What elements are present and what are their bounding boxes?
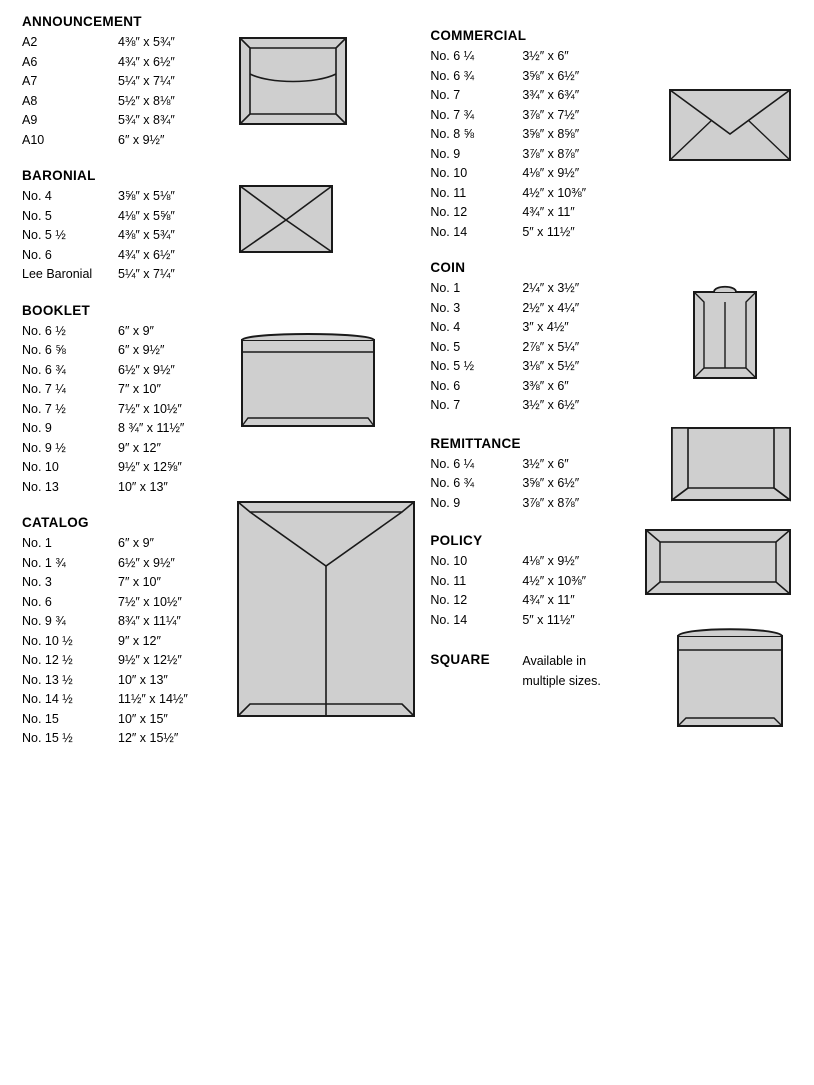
table-row — [22, 458, 430, 478]
size-name: A9 — [22, 113, 38, 127]
size-dimension: 4⅛″ x 9½″ — [522, 554, 580, 568]
size-name: No. 1 — [430, 281, 461, 295]
size-dimension: 4¾″ x 6½″ — [118, 247, 175, 262]
size-dimension: 3⅞″ x 7½″ — [522, 107, 580, 122]
square-note-line1: Available in — [522, 654, 587, 668]
size-name: No. 14 — [430, 224, 468, 239]
size-name: No. 12 — [430, 205, 468, 219]
size-dimension: 4⅜″ x 5¾″ — [118, 35, 175, 49]
table-row — [22, 187, 430, 207]
size-name: No. 5 ½ — [430, 359, 475, 373]
size-dimension: 7″ x 10″ — [118, 382, 161, 396]
table-row — [22, 33, 430, 53]
table-row — [22, 207, 430, 227]
size-dimension: 6″ x 9½″ — [118, 132, 165, 147]
size-name: No. 11 — [430, 185, 467, 200]
size-dimension: 3½″ x 6″ — [522, 456, 569, 471]
size-dimension: 7″ x 10″ — [118, 575, 161, 589]
size-name: No. 9 ½ — [22, 440, 66, 455]
size-dimension: 3⅛″ x 5½″ — [522, 359, 580, 373]
size-dimension: 4¾″ x 11″ — [522, 593, 575, 607]
size-name: No. 10 — [22, 460, 59, 474]
table-row — [430, 396, 792, 416]
size-dimension: 4⅜″ x 5¾″ — [118, 228, 175, 242]
catalog-envelope — [234, 490, 418, 726]
size-dimension: 3⅝″ x 5⅛″ — [118, 189, 175, 203]
square-envelope — [676, 624, 784, 728]
size-name: No. 11 — [430, 573, 467, 588]
size-name: No. 14 ½ — [22, 692, 73, 706]
size-dimension: 6″ x 9½″ — [118, 343, 165, 357]
table-row — [430, 47, 792, 67]
size-name: A2 — [22, 35, 38, 49]
size-name: No. 5 — [22, 208, 52, 223]
group-baronial — [22, 168, 430, 285]
size-name: No. 5 ½ — [22, 228, 66, 242]
size-name: No. 15 ½ — [22, 731, 73, 745]
group-title-announcement: ANNOUNCEMENT — [22, 14, 142, 29]
size-dimension: 5″ x 11½″ — [522, 224, 575, 239]
size-dimension: 4⅛″ x 9½″ — [522, 166, 580, 180]
size-dimension: 5¼″ x 7¼″ — [118, 267, 175, 281]
size-dimension: 6″ x 9″ — [118, 536, 154, 550]
size-name: No. 7 ¼ — [22, 382, 66, 396]
size-dimension: 3½″ x 6½″ — [522, 398, 580, 412]
size-dimension: 4¾″ x 11″ — [522, 205, 575, 219]
size-dimension: 9″ x 12″ — [118, 440, 161, 455]
size-name: No. 12 ½ — [22, 653, 73, 667]
size-name: No. 3 — [430, 300, 461, 315]
size-name: No. 4 — [22, 189, 52, 203]
table-row — [22, 265, 430, 285]
size-dimension: 6″ x 9″ — [118, 323, 154, 338]
size-dimension: 3⅞″ x 8⅞″ — [522, 146, 580, 161]
size-name: No. 7 ¾ — [430, 107, 475, 122]
table-row — [22, 111, 430, 131]
size-dimension: 4⅛″ x 5⅝″ — [118, 208, 175, 223]
table-row — [22, 439, 430, 459]
size-name: No. 5 — [430, 339, 461, 354]
size-name: A6 — [22, 54, 38, 69]
size-dimension: 3⅝″ x 6½″ — [522, 68, 580, 83]
size-dimension: 2¼″ x 3½″ — [522, 281, 580, 295]
size-dimension: 3¾″ x 6¾″ — [522, 88, 580, 102]
size-name: No. 12 — [430, 593, 468, 607]
square-note — [522, 652, 601, 691]
size-name: No. 9 — [430, 495, 461, 510]
size-name: No. 6 ¼ — [430, 456, 475, 471]
size-dimension: 10″ x 15″ — [118, 711, 168, 726]
table-row — [22, 72, 430, 92]
group-title-commercial: COMMERCIAL — [430, 28, 527, 43]
size-dimension: 12″ x 15½″ — [118, 731, 179, 745]
size-dimension: 9½″ x 12⅝″ — [118, 460, 182, 474]
size-name: No. 4 — [430, 320, 461, 334]
size-name: No. 6 ¼ — [430, 49, 475, 63]
size-dimension: 10″ x 13″ — [118, 479, 168, 494]
size-name: No. 8 ⅝ — [430, 127, 475, 141]
coin-envelope — [692, 284, 758, 380]
table-row — [22, 246, 430, 266]
size-dimension: 10″ x 13″ — [118, 672, 168, 687]
size-dimension: 3½″ x 6″ — [522, 49, 569, 63]
size-dimension: 11½″ x 14½″ — [118, 692, 188, 706]
size-dimension: 3″ x 4½″ — [522, 320, 569, 334]
size-name: No. 6 — [22, 247, 52, 262]
size-name: No. 6 ¾ — [22, 362, 66, 377]
size-name: No. 14 — [430, 612, 468, 627]
size-name: No. 1 — [22, 536, 52, 550]
size-name: No. 9 ¾ — [22, 614, 66, 628]
size-name: Lee Baronial — [22, 267, 93, 281]
size-name: No. 10 ½ — [22, 633, 73, 648]
announcement-envelope — [238, 36, 348, 126]
group-title-baronial: BARONIAL — [22, 168, 96, 183]
table-row — [430, 67, 792, 87]
baronial-envelope — [238, 184, 334, 254]
size-name: No. 1 ¾ — [22, 555, 66, 570]
table-row — [22, 226, 430, 246]
size-name: No. 6 ½ — [22, 323, 66, 338]
booklet-envelope — [238, 330, 378, 430]
size-name: No. 13 — [22, 479, 59, 494]
group-title-policy: POLICY — [430, 533, 483, 548]
group-title-catalog: CATALOG — [22, 515, 89, 530]
table-row — [22, 92, 430, 112]
size-dimension: 3⅝″ x 6½″ — [522, 476, 580, 490]
size-name: No. 7 — [430, 398, 461, 412]
size-dimension: 5¾″ x 8¾″ — [118, 113, 175, 127]
table-row — [22, 729, 430, 749]
table-row — [22, 53, 430, 73]
size-dimension: 4½″ x 10⅜″ — [522, 185, 587, 200]
size-dimension: 6½″ x 9½″ — [118, 555, 175, 570]
policy-envelope — [644, 528, 792, 596]
group-title-coin: COIN — [430, 260, 466, 275]
size-dimension: 4¾″ x 6½″ — [118, 54, 175, 69]
size-name: No. 15 — [22, 711, 59, 726]
size-dimension: 8¾″ x 11¼″ — [118, 614, 181, 628]
table-row — [430, 203, 792, 223]
size-name: No. 10 — [430, 554, 468, 568]
size-dimension: 7½″ x 10½″ — [118, 401, 182, 416]
group-title-booklet: BOOKLET — [22, 302, 91, 318]
size-name: No. 13 ½ — [22, 672, 73, 687]
table-row — [430, 164, 792, 184]
size-name: No. 3 — [22, 575, 52, 589]
size-name: No. 7 — [430, 88, 461, 102]
size-dimension: 5″ x 11½″ — [522, 612, 575, 627]
table-row — [22, 131, 430, 151]
table-row — [430, 184, 792, 204]
square-note-line2: multiple sizes. — [522, 673, 601, 688]
size-dimension: 2⅞″ x 5¼″ — [522, 339, 580, 354]
size-name: No. 6 — [22, 594, 52, 609]
size-dimension: 7½″ x 10½″ — [118, 594, 182, 609]
commercial-envelope — [668, 88, 792, 162]
size-name: No. 7 ½ — [22, 401, 66, 416]
size-name: No. 10 — [430, 166, 468, 180]
size-name: No. 6 ¾ — [430, 476, 475, 490]
size-dimension: 6½″ x 9½″ — [118, 362, 175, 377]
size-dimension: 9″ x 12″ — [118, 633, 161, 648]
size-dimension: 3⅜″ x 6″ — [522, 378, 569, 393]
size-dimension: 8 ¾″ x 11½″ — [118, 421, 185, 435]
group-title-remittance: REMITTANCE — [430, 435, 521, 451]
size-dimension: 4½″ x 10⅜″ — [522, 573, 587, 588]
remittance-envelope — [670, 426, 792, 502]
size-name: No. 9 — [22, 421, 52, 435]
table-row — [430, 223, 792, 243]
size-name: A8 — [22, 93, 38, 108]
size-dimension: 3⅞″ x 8⅞″ — [522, 495, 580, 510]
size-name: A10 — [22, 132, 45, 147]
size-dimension: 2½″ x 4¼″ — [522, 300, 580, 315]
group-title-square: SQUARE — [430, 652, 490, 667]
size-dimension: 5½″ x 8⅛″ — [118, 93, 175, 108]
size-dimension: 9½″ x 12½″ — [118, 653, 182, 667]
size-dimension: 3⅝″ x 8⅝″ — [522, 127, 580, 141]
size-name: A7 — [22, 74, 38, 88]
size-name: No. 6 ⅝ — [22, 343, 66, 357]
size-name: No. 6 — [430, 378, 461, 393]
size-dimension: 5¼″ x 7¼″ — [118, 74, 175, 88]
size-name: No. 6 ¾ — [430, 68, 475, 83]
group-announcement — [22, 14, 430, 150]
size-name: No. 9 — [430, 146, 461, 161]
